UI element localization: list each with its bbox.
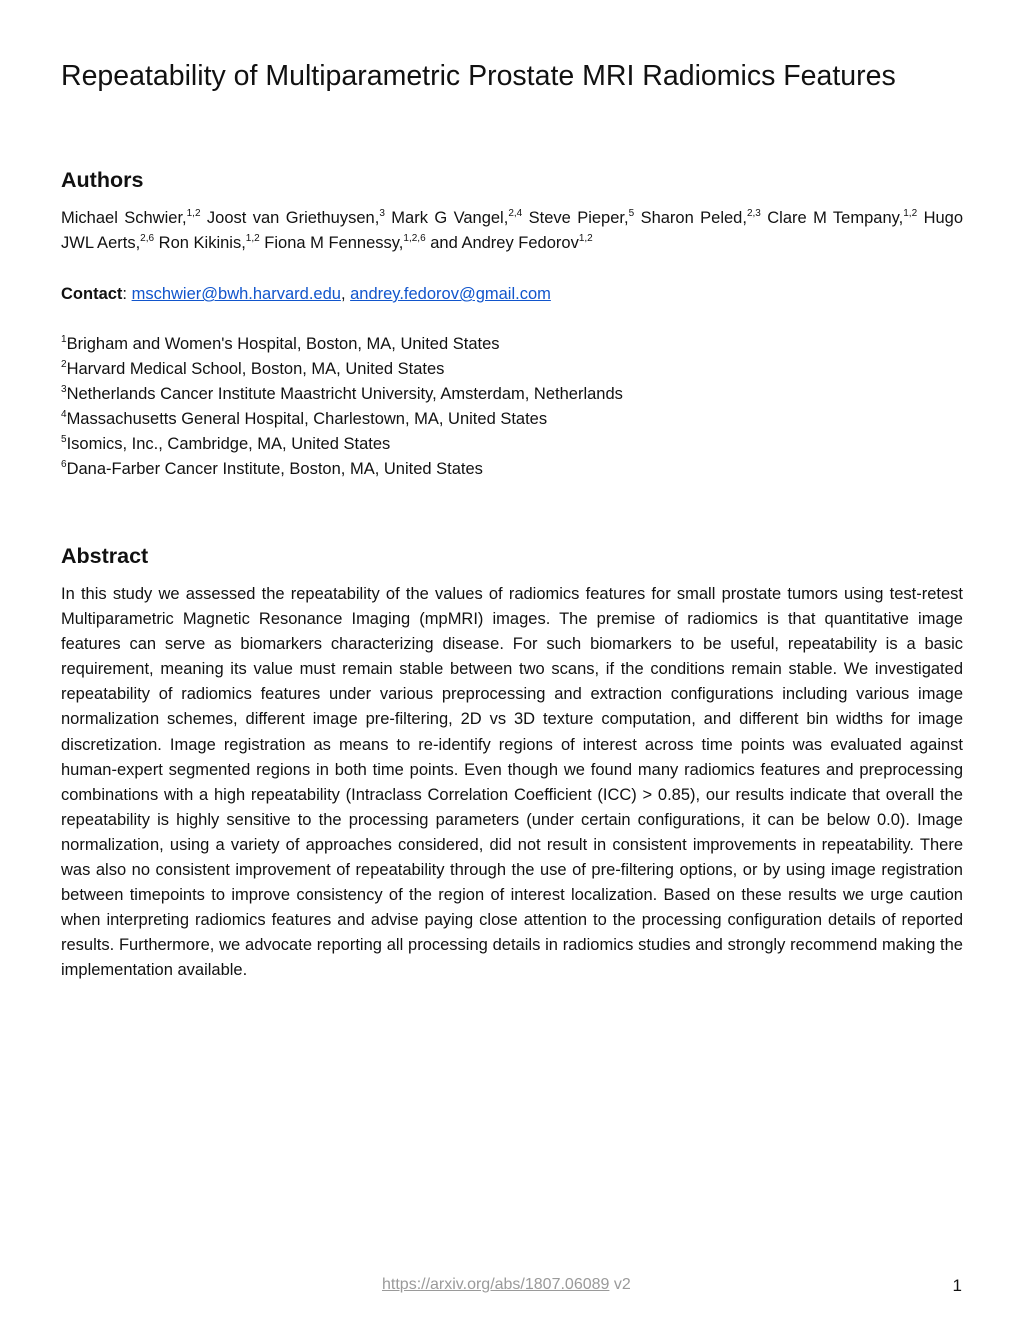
author-affiliation-marker: 2,6 — [140, 233, 155, 244]
contact-email-link[interactable]: mschwier@bwh.harvard.edu — [131, 285, 341, 303]
author-name: Joost van Griethuysen, — [206, 209, 380, 227]
paper-title: Repeatability of Multiparametric Prostate MRI Radiomics Features — [61, 60, 896, 92]
author-name: Ron Kikinis, — [158, 234, 246, 252]
author-affiliation-marker: 1,2,6 — [403, 233, 426, 244]
affiliation-text: Netherlands Cancer Institute Maastricht University, Amsterdam, Netherlands — [66, 385, 623, 403]
author-name: Clare M Tempany, — [767, 209, 904, 227]
affiliation-number: 1 — [61, 334, 67, 345]
author-affiliation-marker: 1,2 — [903, 208, 918, 219]
affiliation-text: Massachusetts General Hospital, Charlestown, MA, United States — [66, 410, 548, 428]
affiliation-number: 2 — [61, 359, 67, 370]
abstract-heading: Abstract — [61, 544, 149, 568]
author-name: and Andrey Fedorov — [430, 234, 579, 252]
author-affiliation-marker: 1,2 — [186, 208, 201, 219]
author-affiliation-marker: 2,4 — [508, 208, 523, 219]
affiliation-item — [61, 457, 623, 482]
author-affiliation-marker: 2,3 — [746, 208, 761, 219]
affiliation-number: 4 — [61, 409, 67, 420]
affiliation-number: 6 — [61, 459, 67, 470]
authors-heading: Authors — [61, 168, 144, 192]
affiliation-text: Harvard Medical School, Boston, MA, United States — [66, 360, 445, 378]
author-affiliation-marker: 1,2 — [578, 233, 593, 244]
author-affiliation-marker: 3 — [379, 208, 385, 219]
author-affiliation-marker: 5 — [628, 208, 635, 219]
page-footer — [0, 1276, 1024, 1298]
affiliation-number: 3 — [61, 384, 67, 395]
affiliation-item — [61, 432, 623, 457]
author-name: Mark G Vangel, — [391, 209, 509, 227]
author-name: Steve Pieper, — [528, 209, 629, 227]
affiliation-text: Isomics, Inc., Cambridge, MA, United States — [66, 435, 391, 453]
author-name: Fiona M Fennessy, — [264, 234, 404, 252]
affiliation-text: Dana-Farber Cancer Institute, Boston, MA, United States — [66, 460, 483, 478]
author-affiliation-marker: 1,2 — [245, 233, 260, 244]
page-number: 1 — [952, 1276, 962, 1295]
abstract-body: In this study we assessed the repeatability of the values of radiomics features for small prostate tumors using test-retest Multiparametric Magnetic Resonance Imaging (mpMRI) images. The premise of radiomics is that quantitative image features can serve as biomarkers characterizing disease. For such biomarkers to be useful, repeatability is a basic requirement, meaning its value must remain stable between two scans, if the conditions remain stable. We investigated repeatability of radiomics features under various preprocessing and extraction configurations including various image normalization schemes, different image pre-filtering, 2D vs 3D texture computation, and different bin widths for image discretization. Image registration as means to re-identify regions of interest across time points was evaluated against human-expert segmented regions in both time points. Even though we found many radiomics features and preprocessing combinations with a high repeatability (Intraclass Correlation Coefficient (ICC) > 0.85), our results indicate that overall the repeatability is highly sensitive to the processing parameters (under certain configurations, it can be below 0.0). Image normalization, using a variety of approaches considered, did not result in consistent improvements in repeatability. There was also no consistent improvement of repeatability through the use of pre-filtering options, or by using image registration between timepoints to improve consistency of the region of interest localization. Based on these results we urge caution when interpreting radiomics features and advise paying close attention to the processing configuration details of reported results. Furthermore, we advocate reporting all processing details in radiomics studies and strongly recommend making the implementation available. — [61, 585, 963, 980]
contact-email-link[interactable]: andrey.fedorov@gmail.com — [350, 285, 551, 303]
contact-line: Contact: mschwier@bwh.harvard.edu, andrey.fedorov@gmail.com — [61, 285, 551, 303]
author-name: Michael Schwier, — [61, 209, 187, 227]
author-list — [61, 206, 963, 256]
affiliation-item — [61, 382, 623, 407]
affiliation-item — [61, 407, 623, 432]
contact-label: Contact — [61, 285, 123, 303]
author-name: Hugo JWL Aerts, — [61, 209, 964, 252]
arxiv-version: v2 — [613, 1276, 631, 1293]
affiliation-text: Brigham and Women's Hospital, Boston, MA, United States — [66, 335, 500, 353]
arxiv-reference — [382, 1276, 631, 1294]
author-name: Sharon Peled, — [640, 209, 747, 227]
affiliation-item — [61, 357, 623, 382]
affiliation-number: 5 — [61, 434, 67, 445]
affiliation-item — [61, 332, 623, 357]
arxiv-link[interactable]: https://arxiv.org/abs/1807.06089 — [382, 1276, 610, 1293]
affiliation-list — [61, 332, 623, 482]
